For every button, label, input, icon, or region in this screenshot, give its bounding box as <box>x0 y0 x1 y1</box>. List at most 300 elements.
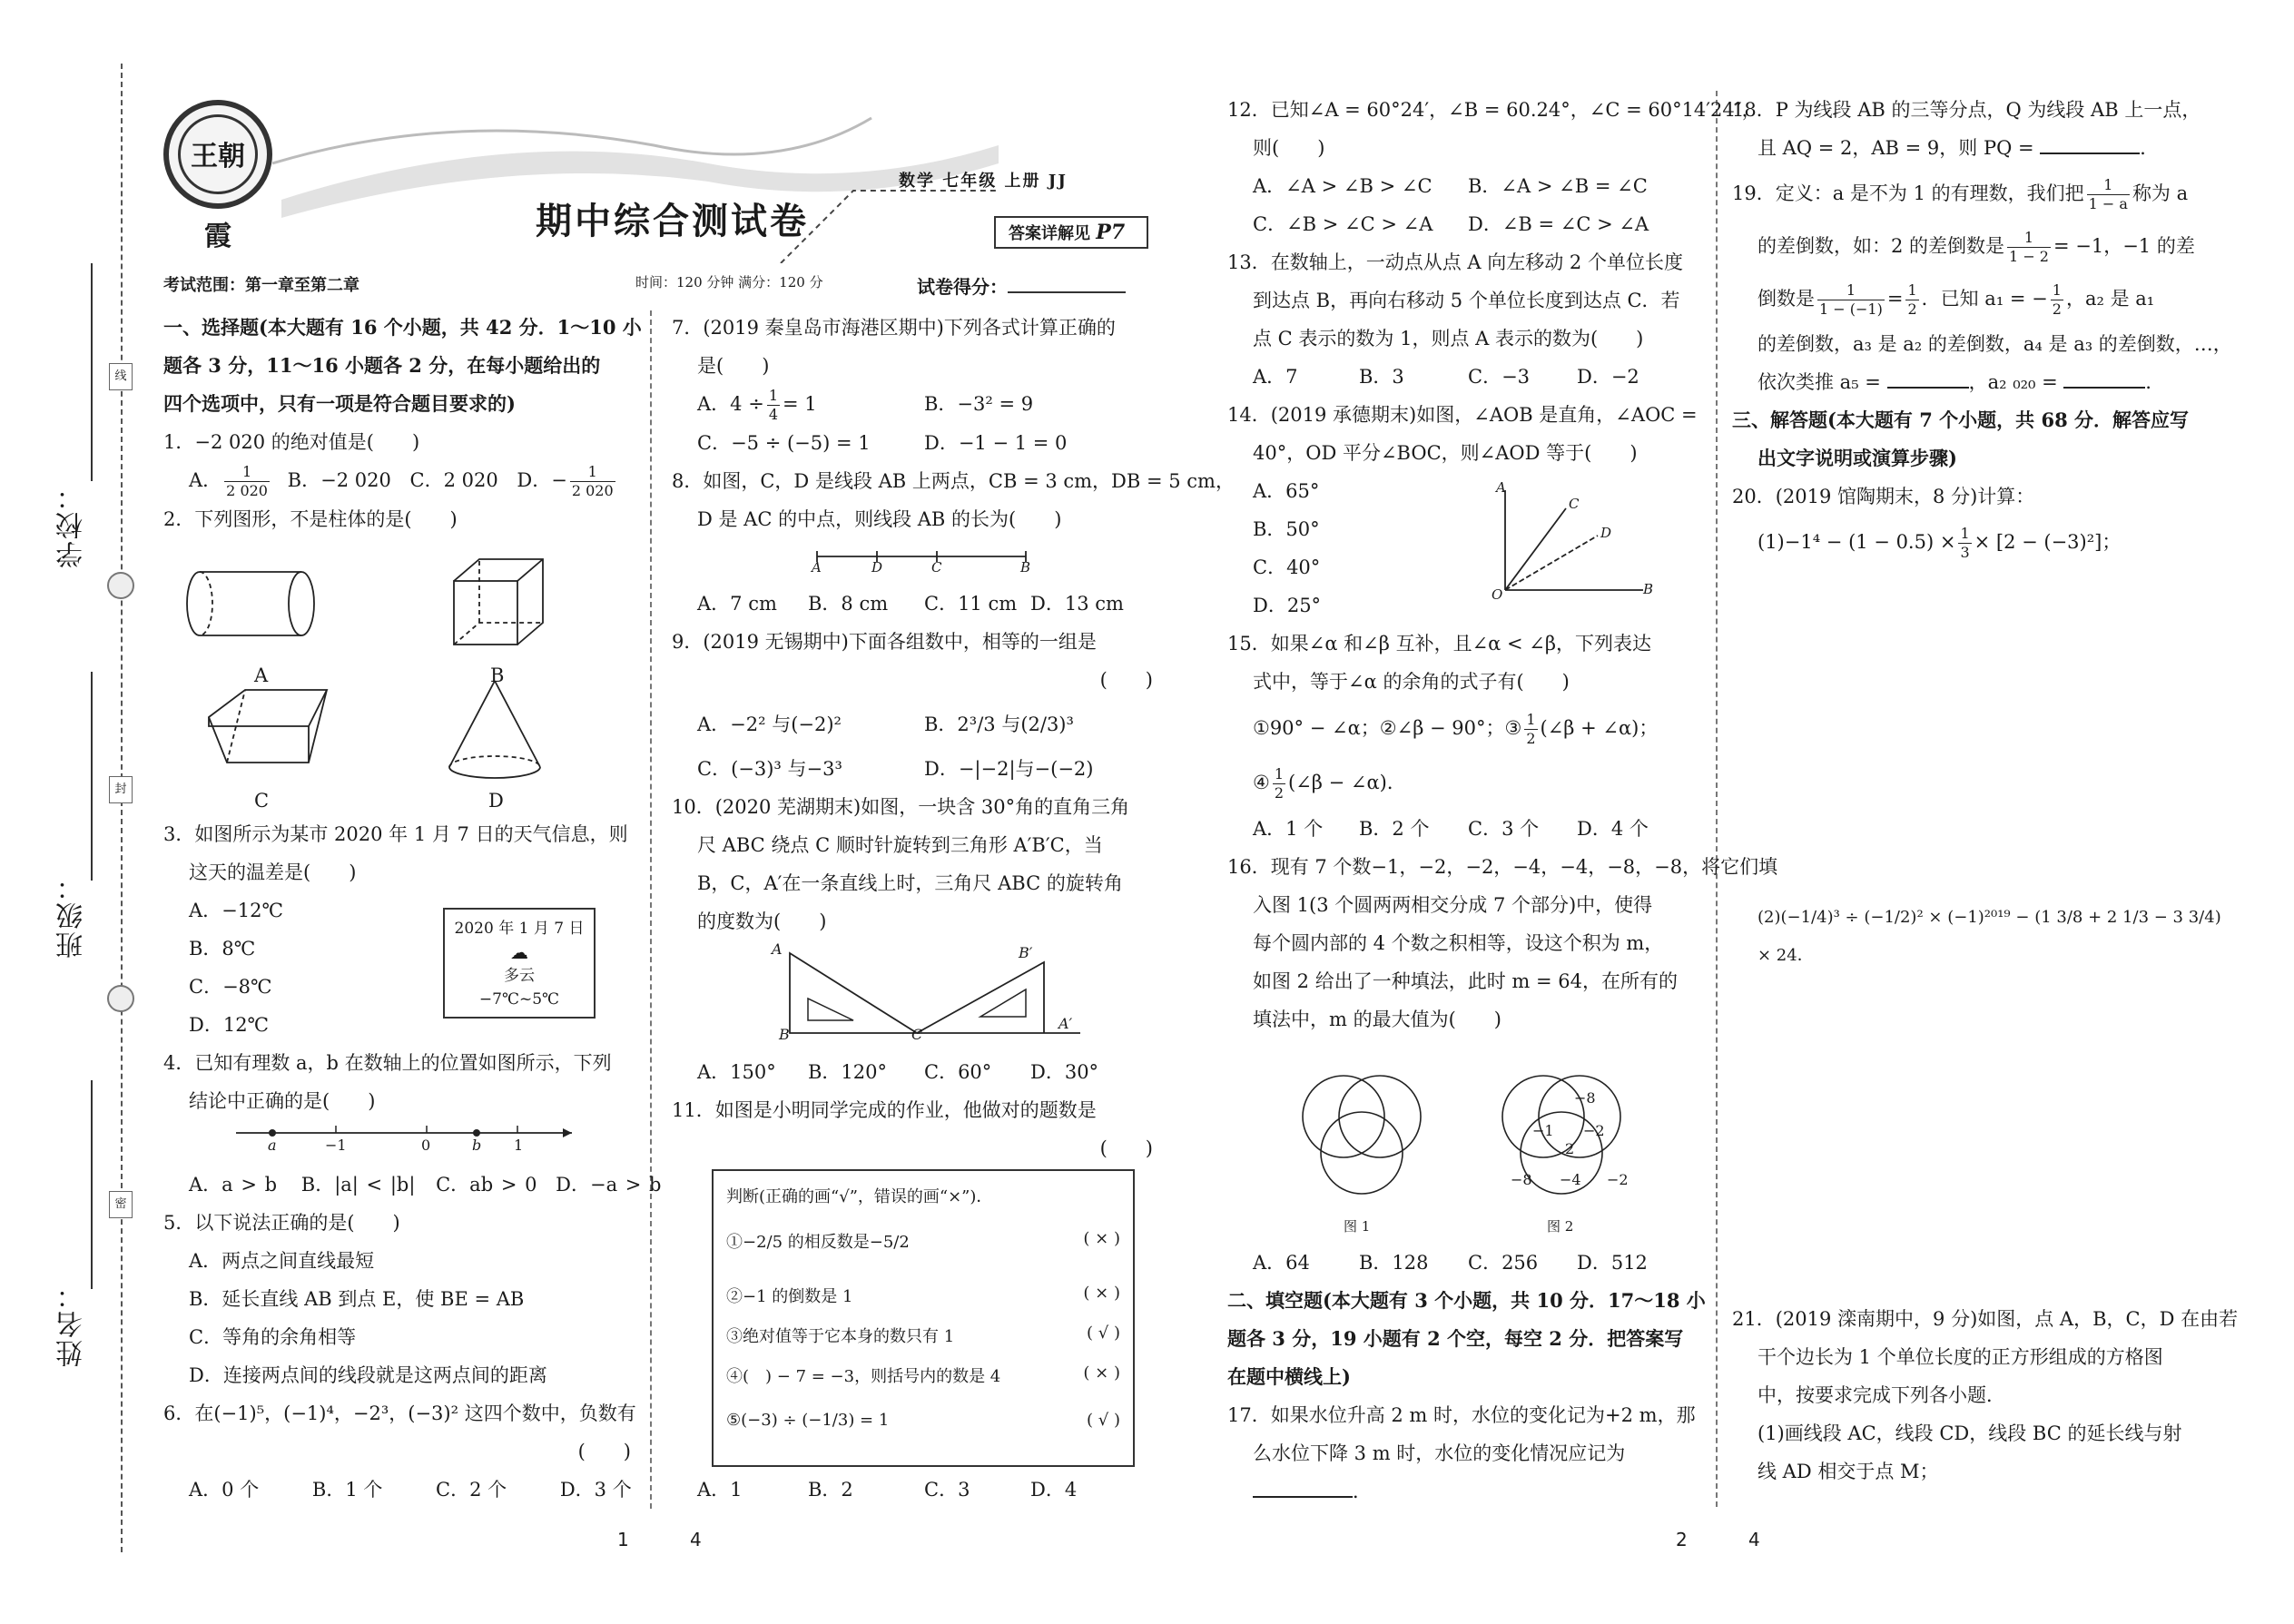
q16-num-bottom-right: −2 <box>1607 1171 1629 1188</box>
q10-point-b: B <box>779 1026 790 1043</box>
homework-mark: ( × ) <box>1083 1229 1120 1248</box>
homework-mark: ( × ) <box>1083 1363 1120 1383</box>
q6-stem: 6．在(−1)⁵，(−1)⁴，−2³，(−3)² 这四个数中，负数有 <box>163 1403 636 1424</box>
answer-reference <box>994 216 1148 249</box>
q12-stem: 12．已知∠A = 60°24′，∠B = 60.24°，∠C = 60°14′24″， <box>1227 99 1761 121</box>
q18-text: 且 AQ = 2，AB = 9，则 PQ = <box>1757 137 2034 159</box>
q15-expr-text: ④ <box>1253 772 1270 793</box>
prism-figure <box>209 690 327 763</box>
q20-part2-expression <box>1757 899 2230 937</box>
frac-num: 1 <box>1960 525 1970 542</box>
section-1-heading-line: 四个选项中，只有一项是符合题目要求的) <box>163 392 516 415</box>
q1-opt-c: C．2 020 <box>409 469 498 491</box>
cylinder-figure <box>187 572 314 635</box>
q16-opt-b: B．128 <box>1359 1252 1429 1274</box>
q15-expr-text: (∠β + ∠α)； <box>1540 717 1659 739</box>
q10-options <box>672 1053 1162 1091</box>
q4-q6-block <box>163 1166 662 1509</box>
q16-opt-c: C．256 <box>1468 1252 1539 1274</box>
q9-opt-b: B．2³/3 与(2/3)³ <box>924 714 1074 735</box>
q9-options-row1 <box>672 699 1162 750</box>
q13-opt-d: D．−2 <box>1577 366 1639 388</box>
q20-part2-text: ² × (−1)²⁰¹⁹ − <box>1916 908 2035 927</box>
q20-part2-text: (2) <box>1757 908 1781 927</box>
fraction <box>570 463 615 500</box>
q5-stem: 5．以下说法正确的是( ) <box>163 1212 400 1234</box>
section-2-heading-line: 在题中横线上) <box>1227 1365 1351 1388</box>
q11-stem: 11．如图是小明同学完成的作业，他做对的题数是 <box>672 1099 1097 1121</box>
frac-num: 1 <box>2087 176 2130 195</box>
q8-stem: 8．如图，C，D 是线段 AB 上两点，CB = 3 cm，DB = 5 cm， <box>672 470 1235 492</box>
q12-stem-line: 则( ) <box>1253 137 1325 159</box>
q13-opt-c: C．−3 <box>1468 366 1531 388</box>
q10-opt-d: D．30° <box>1030 1061 1099 1083</box>
time-score: 时间：120 分钟 满分：120 分 <box>635 274 823 290</box>
q19-text: 的差倒数，如：2 的差倒数是 <box>1757 235 2005 257</box>
frac-den: 1 − a <box>2088 195 2128 212</box>
q18-blank[interactable] <box>2040 136 2140 154</box>
q14-opt-a: A．65° <box>1253 480 1320 502</box>
column-3-bottom <box>1227 1244 1704 1511</box>
section-1-heading-line: 题各 3 分，11～16 小题各 2 分，在每小题给出的 <box>163 354 601 377</box>
q16-stem-line: 如图 2 给出了一种填法，此时 m = 64，在所有的 <box>1253 970 1678 992</box>
fraction <box>767 387 780 424</box>
q10-triangles-figure <box>772 944 1098 1044</box>
q8-options <box>672 585 1162 623</box>
q10-stem: 10．(2020 芜湖期末)如图，一块含 30°角的直角三角 <box>672 796 1130 818</box>
q10-point-b-prime: B′ <box>1019 944 1033 961</box>
q19-blank-a2020[interactable] <box>2063 370 2145 389</box>
q3-stem: 3．如图所示为某市 2020 年 1 月 7 日的天气信息，则 <box>163 823 628 845</box>
q9-opt-a: A．−2² 与(−2)² <box>697 714 842 735</box>
homework-title: 判断(正确的画“√”，错误的画“×”)． <box>726 1187 993 1206</box>
school-label: 学校： <box>56 481 88 568</box>
homework-item-text: ③绝对值等于它本身的数只有 1 <box>726 1327 955 1346</box>
frac-den: 2 <box>1274 784 1285 802</box>
frac-den: 2 <box>2052 300 2062 318</box>
frac-num: 1 <box>2052 281 2062 299</box>
fraction <box>1958 525 1971 562</box>
q3-opt-c: C．−8℃ <box>189 976 272 998</box>
homework-card <box>712 1169 1135 1467</box>
name-field-line[interactable] <box>91 1080 93 1289</box>
frac-num: 1 <box>2007 229 2051 248</box>
q20-part2-text: (−1/2) <box>1864 908 1917 927</box>
q14-point-o: O <box>1492 586 1503 603</box>
q16-num-bottom: −4 <box>1560 1171 1581 1188</box>
q5-opt-d: D．连接两点间的线段就是这两点间的距离 <box>189 1364 547 1386</box>
q21-stem-line: 干个边长为 1 个单位长度的正方形组成的方格图 <box>1757 1346 2163 1368</box>
fraction <box>224 463 270 500</box>
frac-den: 2 <box>1526 730 1536 747</box>
column-divider-1 <box>650 310 652 1509</box>
binding-dashed-line <box>121 64 123 1552</box>
q16-figure-2-label: 图 2 <box>1547 1218 1574 1235</box>
q15-expr-1 <box>1227 701 1704 755</box>
q19-blank-a5[interactable] <box>1887 370 1969 389</box>
q19-text: ．已知 a₁ = − <box>1921 288 2048 310</box>
section-2-heading-line: 题各 3 分，19 小题有 2 个空，每空 2 分．把答案写 <box>1227 1327 1684 1350</box>
fraction <box>1524 711 1537 748</box>
score-label: 试卷得分： <box>917 276 1008 298</box>
q5-opt-c: C．等角的余角相等 <box>189 1326 357 1348</box>
q4-stem: 4．已知有理数 a，b 在数轴上的位置如图所示，下列 <box>163 1052 612 1074</box>
fraction <box>2087 176 2130 213</box>
q9-options-row2 <box>672 750 1162 788</box>
q20-part-2 <box>1757 899 2230 975</box>
q18-stem: 18．P 为线段 AB 的三等分点，Q 为线段 AB 上一点， <box>1732 99 2201 121</box>
brand-logo <box>163 100 272 252</box>
q4-opt-a: A．a > b <box>189 1174 278 1196</box>
frac-den: 2 <box>1907 300 1917 318</box>
section-3-heading: 三、解答题(本大题有 7 个小题，共 68 分．解答应写 <box>1732 408 2190 431</box>
q1-options <box>163 461 640 500</box>
q17-end: ． <box>1353 1481 1372 1502</box>
homework-mark: ( × ) <box>1083 1284 1120 1303</box>
q2-label-d: D <box>488 790 504 812</box>
q2-stem: 2．下列图形，不是柱体的是( ) <box>163 508 458 530</box>
q10-point-a-prime: A′ <box>1058 1015 1073 1032</box>
homework-item-3 <box>726 1324 1120 1347</box>
q8-opt-a: A．7 cm <box>697 593 777 615</box>
q3-stem-line: 这天的温差是( ) <box>189 861 357 883</box>
q15-stem: 15．如果∠α 和∠β 互补，且∠α < ∠β，下列表达 <box>1227 633 1652 655</box>
q16-stem-line: 填法中，m 的最大值为( ) <box>1253 1009 1501 1030</box>
q8-opt-d: D．13 cm <box>1030 593 1124 615</box>
q20-part2-text: (1 3/8 + 2 1/3 − 3 3/4) <box>2034 908 2221 927</box>
q5-opt-b: B．延长直线 AB 到点 E，使 BE = AB <box>189 1288 525 1310</box>
binding-box-bottom: 密 <box>109 1191 133 1218</box>
name-label: 姓名： <box>56 1280 88 1367</box>
q12-opt-d: D．∠B = ∠C > ∠A <box>1468 213 1649 235</box>
q4-opt-c: C．ab > 0 <box>436 1174 537 1196</box>
frac-num: 1 <box>224 463 270 482</box>
q2-label-b: B <box>490 664 505 686</box>
q14-point-c: C <box>1569 496 1580 512</box>
q2-label-a: A <box>254 664 269 686</box>
frac-den: 2 020 <box>226 482 268 499</box>
q19-line-5: 依次类推 a₅ = ，a₂ ₀₂₀ = ． <box>1757 371 2165 393</box>
q15-stem-line: 式中，等于∠α 的余角的式子有( ) <box>1253 671 1570 693</box>
q14-opt-d: D．25° <box>1253 595 1322 616</box>
page-number-left-2: 4 <box>690 1529 702 1550</box>
class-field-line[interactable] <box>91 672 93 881</box>
frac-den: 3 <box>1960 544 1970 561</box>
q3-opt-d: D．12℃ <box>189 1014 270 1036</box>
q9-answer-paren[interactable]: ( ) <box>1099 669 1153 691</box>
q20-stem: 20．(2019 馆陶期末，8 分)计算： <box>1732 486 2035 507</box>
cone-figure <box>449 681 540 778</box>
q20-part2-text: (−1/4) <box>1780 908 1834 927</box>
q8-point-d: D <box>871 559 883 576</box>
q16-opt-d: D．512 <box>1577 1252 1648 1274</box>
section-1-heading: 一、选择题(本大题有 16 个小题，共 42 分．1～10 小 <box>163 316 642 339</box>
q14-stem-line: 40°，OD 平分∠BOC，则∠AOD 等于( ) <box>1253 442 1638 464</box>
q16-num-left: −1 <box>1532 1122 1554 1139</box>
q10-stem-line: B，C，A′在一条直线上时，三角尺 ABC 的旋转角 <box>697 872 1123 894</box>
q13-opt-a: A．7 <box>1253 366 1298 388</box>
q16-num-bottom-left: −8 <box>1511 1171 1532 1188</box>
cube-figure <box>454 559 543 645</box>
homework-item-2 <box>726 1284 1120 1307</box>
q11-opt-c: C．3 <box>924 1479 970 1501</box>
q6-opt-c: C．2 个 <box>436 1479 507 1501</box>
binding-hole-bottom <box>107 985 134 1012</box>
q11-opt-a: A．1 <box>697 1479 743 1501</box>
column-4 <box>1732 91 2232 568</box>
q2-label-c: C <box>254 790 270 812</box>
q10-point-a: A <box>772 940 783 958</box>
homework-item-text: ①−2/5 的相反数是−5/2 <box>726 1233 910 1252</box>
frac-den: 1 − (−1) <box>1819 300 1883 318</box>
frac-num: 1 <box>570 463 615 482</box>
q8-stem-line: D 是 AC 的中点，则线段 AB 的长为( ) <box>697 508 1062 530</box>
frac-num: 1 <box>1526 711 1536 728</box>
figure-1-circles <box>1303 1076 1421 1194</box>
score-field <box>917 272 1126 299</box>
subject-label: 数学 七年级 上册 JJ <box>899 172 1068 191</box>
fraction <box>1273 765 1285 802</box>
q6-answer-paren[interactable]: ( ) <box>577 1441 631 1462</box>
q8-point-c: C <box>931 559 942 576</box>
q9-opt-d: D．−|−2|与−(−2) <box>924 758 1094 780</box>
q13-opt-b: B．3 <box>1359 366 1404 388</box>
q2-solids-figure <box>182 554 617 826</box>
q7-stem: 7．(2019 秦皇岛市海港区期中)下列各式计算正确的 <box>672 317 1116 339</box>
q18-stem-line: 且 AQ = 2，AB = 9，则 PQ = ． <box>1757 137 2160 159</box>
frac-den: 1 − 2 <box>2009 248 2049 265</box>
q11-options <box>697 1471 1169 1509</box>
q7-options-row1 <box>672 385 1162 424</box>
q16-figure-1-label: 图 1 <box>1344 1218 1371 1235</box>
homework-item-4 <box>726 1363 1120 1387</box>
q19-line-2 <box>1732 220 2227 272</box>
q20-part1-text: (1)−1⁴ − (1 − 0.5) × <box>1757 531 1956 553</box>
q21-stem-line: (1)画线段 AC，线段 CD，线段 BC 的延长线与射 <box>1757 1422 2182 1444</box>
q20-part1-text: × [2 − (−3)²]； <box>1974 531 2122 553</box>
homework-item-1 <box>726 1229 1120 1253</box>
q16-num-top: −8 <box>1574 1089 1596 1107</box>
q3-opt-a: A．−12℃ <box>189 900 283 921</box>
q4-axis-b: b <box>472 1137 482 1154</box>
q15-opt-b: B．2 个 <box>1359 818 1430 840</box>
score-blank[interactable] <box>1008 277 1126 293</box>
q11-opt-b: B．2 <box>808 1479 853 1501</box>
q17-blank[interactable] <box>1253 1480 1353 1498</box>
q16-num-center: 2 <box>1565 1140 1575 1157</box>
q20-part2-tail: × 24． <box>1757 946 1814 965</box>
q8-point-a: A <box>812 559 822 576</box>
frac-num: 1 <box>1907 281 1917 299</box>
q10-q11-block <box>672 1053 1162 1167</box>
fraction <box>2007 229 2051 266</box>
binding-box-top: 线 <box>109 363 133 390</box>
q1-opt-b: B．−2 020 <box>287 469 391 491</box>
q12-opt-b: B．∠A > ∠B = ∠C <box>1468 175 1648 197</box>
column-1 <box>163 309 640 538</box>
q19-text: 依次类推 a₅ = <box>1757 371 1881 393</box>
q6-opt-a: A．0 个 <box>189 1479 260 1501</box>
q14-stem: 14．(2019 承德期末)如图，∠AOB 是直角，∠AOC = <box>1227 404 1698 426</box>
q13-stem-line: 点 C 表示的数为 1，则点 A 表示的数为( ) <box>1253 328 1644 349</box>
q19-text: 19．定义：a 是不为 1 的有理数，我们把 <box>1732 182 2084 204</box>
q1-opt-d: D．− <box>517 469 567 491</box>
q7-opt-d: D．−1 − 1 = 0 <box>924 432 1068 454</box>
q11-answer-paren[interactable]: ( ) <box>1099 1137 1153 1159</box>
q4-axis-0: 0 <box>421 1137 431 1154</box>
q17-stem-line: 么水位下降 3 m 时，水位的变化情况应记为 <box>1253 1442 1626 1464</box>
q6-opt-d: D．3 个 <box>559 1479 632 1501</box>
fraction <box>2051 281 2063 319</box>
q19-text: 倒数是 <box>1757 288 1815 310</box>
q7-stem-line: 是( ) <box>697 355 770 377</box>
q19-text: = <box>1886 288 1904 310</box>
q16-options <box>1227 1244 1704 1282</box>
q14-point-d: D <box>1600 525 1612 541</box>
q21-block <box>1732 1300 2239 1491</box>
q4-number-line <box>236 1117 581 1162</box>
q20-part-1 <box>1732 516 2227 568</box>
school-field-line[interactable] <box>91 263 93 481</box>
q10-stem-line: 的度数为( ) <box>697 910 827 932</box>
q4-opt-d: D．−a > b <box>556 1174 662 1196</box>
binding-hole-top <box>107 572 134 599</box>
homework-item-text: ④( ) − 7 = −3，则括号内的数是 4 <box>726 1367 1001 1386</box>
q14-opt-c: C．40° <box>1253 556 1321 578</box>
q10-opt-c: C．60° <box>924 1061 992 1083</box>
q16-num-right: −2 <box>1583 1122 1605 1139</box>
column-2 <box>672 309 1235 538</box>
q7-opt-b: B．−3² = 9 <box>924 393 1034 415</box>
q4-opt-b: B．|a| < |b| <box>300 1174 416 1196</box>
weather-condition: 多云 <box>504 967 535 985</box>
q21-stem: 21．(2019 滦南期中，9 分)如图，点 A，B，C，D 在由若 <box>1732 1308 2239 1330</box>
q16-stem-line: 每个圆内部的 4 个数之积相等，设这个积为 m， <box>1253 932 1664 954</box>
section-2-heading: 二、填空题(本大题有 3 个小题，共 10 分．17～18 小 <box>1227 1289 1706 1312</box>
exam-scope: 考试范围：第一章至第二章 <box>163 276 359 295</box>
q13-stem: 13．在数轴上，一动点从点 A 向左移动 2 个单位长度 <box>1227 251 1683 273</box>
section-3-heading-line: 出文字说明或演算步骤) <box>1757 447 1957 469</box>
q8-q10-block <box>672 585 1162 940</box>
q14-opt-b: B．50° <box>1253 518 1320 540</box>
q15-expr-2 <box>1227 755 1704 810</box>
q8-segment-figure <box>808 547 1035 584</box>
q7-options-row2 <box>672 424 1162 462</box>
q8-opt-b: B．8 cm <box>808 593 889 615</box>
q15-expr-text: ①90° − ∠α；②∠β − 90°；③ <box>1253 717 1522 739</box>
frac-num: 1 <box>768 387 778 404</box>
q19-text: ，a₂ 是 a₁ <box>2065 288 2155 310</box>
frac-den: 4 <box>768 406 778 423</box>
q1-opt-a: A． <box>189 469 222 491</box>
page-title: 期中综合测试卷 <box>536 200 809 242</box>
binding-box-middle: 封 <box>109 776 133 803</box>
page-number-right-1: 2 <box>1676 1529 1688 1550</box>
page-number-right-2: 4 <box>1748 1529 1760 1550</box>
q10-point-c: C <box>911 1026 923 1043</box>
q19-text: ，a₂ ₀₂₀ = <box>1968 371 2058 393</box>
q13-stem-line: 到达点 B，再向右移动 5 个单位长度到达点 C．若 <box>1253 290 1680 311</box>
q4-axis-a: a <box>268 1137 277 1154</box>
q6-options <box>163 1471 640 1509</box>
q14-point-a: A <box>1496 479 1506 496</box>
homework-item-text: ⑤(−3) ÷ (−1/3) = 1 <box>726 1411 890 1430</box>
page-number-left-1: 1 <box>617 1529 629 1550</box>
q4-axis-neg1: −1 <box>325 1137 347 1154</box>
brand-logo-text: 王朝霞 <box>178 114 258 194</box>
q9-stem: 9．(2019 无锡期中)下面各组数中，相等的一组是 <box>672 631 1097 653</box>
q12-options-row2 <box>1227 205 1704 243</box>
answer-ref-text: 答案详解见 <box>1009 224 1090 243</box>
weather-info-card <box>443 908 596 1019</box>
q19-text: 称为 a <box>2132 182 2189 204</box>
q12-opt-c: C．∠B > ∠C > ∠A <box>1253 213 1433 235</box>
q16-stem: 16．现有 7 个数−1，−2，−2，−4，−4，−8，−8，将它们填 <box>1227 856 1778 878</box>
q3-opt-b: B．8℃ <box>189 938 256 960</box>
frac-den: 2 020 <box>571 482 614 499</box>
q7-opt-c: C．−5 ÷ (−5) = 1 <box>697 432 871 454</box>
q15-expr-text: (∠β − ∠α)． <box>1288 772 1406 793</box>
q4-options <box>163 1166 662 1204</box>
q10-opt-a: A．150° <box>697 1061 776 1083</box>
q15-opt-c: C．3 个 <box>1468 818 1540 840</box>
q16-stem-line: 入图 1(3 个圆两两相交分成 7 个部分)中，使得 <box>1253 894 1653 916</box>
q17-stem: 17．如果水位升高 2 m 时，水位的变化记为+2 m，那 <box>1227 1404 1696 1426</box>
q21-stem-line: 中，按要求完成下列各小题． <box>1757 1384 2005 1406</box>
q11-options-row <box>697 1471 1169 1509</box>
fraction <box>1905 281 1918 319</box>
q19-text: = −1，−1 的差 <box>2053 235 2195 257</box>
q16-opt-a: A．64 <box>1253 1252 1310 1274</box>
q4-axis-1: 1 <box>514 1137 524 1154</box>
q7-opt-a: A．4 ÷ <box>697 393 764 415</box>
cloud-icon: ☁ <box>510 941 528 963</box>
q6-opt-b: B．1 个 <box>311 1479 383 1501</box>
frac-num: 1 <box>1817 281 1885 300</box>
homework-item-text: ②−1 的倒数是 1 <box>726 1287 853 1306</box>
weather-range: −7℃~5℃ <box>478 990 560 1009</box>
q15-opt-d: D．4 个 <box>1577 818 1649 840</box>
q19-line-1 <box>1732 167 2227 220</box>
q14-point-b: B <box>1643 581 1654 597</box>
weather-date: 2020 年 1 月 7 日 <box>454 920 585 938</box>
q11-opt-d: D．4 <box>1030 1479 1078 1501</box>
homework-mark: ( √ ) <box>1087 1324 1120 1343</box>
fraction <box>1817 281 1885 319</box>
q12-options-row1 <box>1227 167 1704 205</box>
q20-part2-text: ³ ÷ <box>1833 908 1865 927</box>
q8-point-b: B <box>1020 559 1031 576</box>
q17-answer <box>1227 1472 1704 1511</box>
q8-opt-c: C．11 cm <box>924 593 1018 615</box>
q7-opt-a-rest: = 1 <box>783 393 817 415</box>
class-label: 班级： <box>56 871 88 959</box>
frac-num: 1 <box>1274 765 1285 782</box>
q1-stem: 1．−2 020 的绝对值是( ) <box>163 431 420 453</box>
q5-opt-a: A．两点之间直线最短 <box>189 1250 375 1272</box>
q9-opt-c: C．(−3)³ 与−3³ <box>697 758 842 780</box>
q19-line-4: 的差倒数，a₃ 是 a₂ 的差倒数，a₄ 是 a₃ 的差倒数，…， <box>1757 333 2232 355</box>
q10-stem-line: 尺 ABC 绕点 C 顺时针旋转到三角形 A′B′C，当 <box>697 834 1103 856</box>
q15-options <box>1227 810 1704 848</box>
q4-stem-line: 结论中正确的是( ) <box>189 1090 376 1112</box>
column-divider-3 <box>1716 91 1718 1507</box>
q19-line-3 <box>1732 272 2227 325</box>
homework-item-5 <box>726 1411 1120 1430</box>
homework-mark: ( √ ) <box>1087 1411 1120 1430</box>
q13-options <box>1227 358 1704 396</box>
answer-ref-page: P7 <box>1096 221 1126 244</box>
